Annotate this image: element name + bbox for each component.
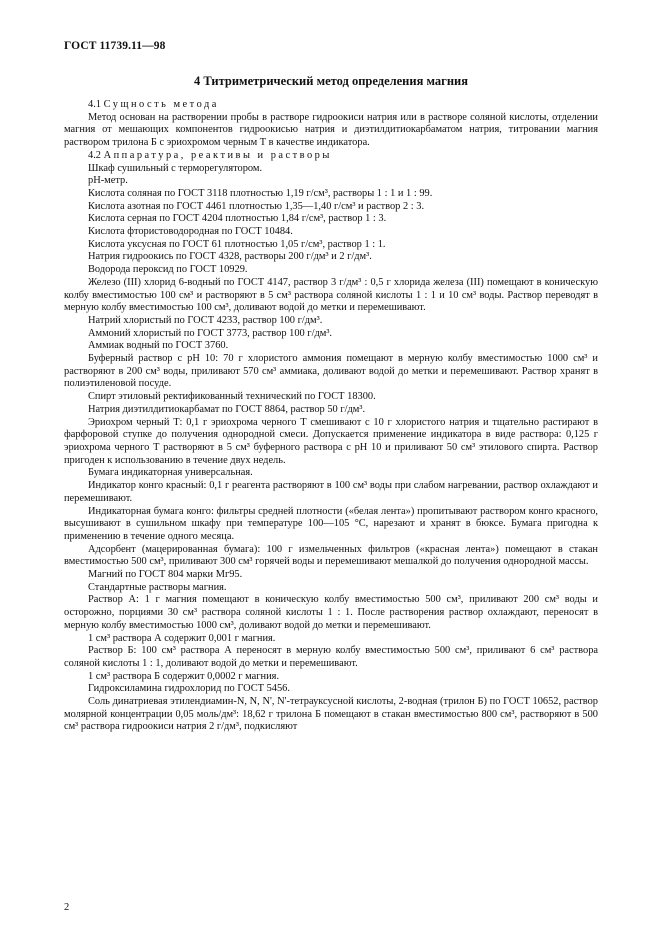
paragraph bbox=[64, 417, 598, 468]
paragraph bbox=[64, 671, 598, 684]
paragraph bbox=[64, 569, 598, 582]
paragraph-text: 1 см³ раствора Б содержит 0,0002 г магния. bbox=[88, 670, 280, 682]
clause-number: 4.1 bbox=[88, 99, 101, 110]
paragraph-text: Раствор Б: 100 см³ раствора А переносят в мерную колбу вместимостью 500 см³, приливают 6 см³ раствора соляной кислоты 1 : 1, доливают водой до метки и перемешивают. bbox=[64, 645, 598, 669]
section-title: 4 Титриметрический метод определения магния bbox=[194, 74, 468, 88]
clause-number: 4.2 bbox=[88, 149, 101, 161]
paragraph-text: Раствор А: 1 г магния помещают в коническую колбу вместимостью 500 см³, приливают 200 см³ воды и осторожно, порциями 30 см³ раствора соляной кислоты 1 : 1. После растворения раствор охлаждают, переносят в мерную колбу вместимостью 1000 см³, доливают водой до метки и перемешивают. bbox=[64, 594, 598, 631]
paragraph-text: Магний по ГОСТ 804 марки Мг95. bbox=[88, 569, 243, 581]
paragraph bbox=[64, 150, 598, 163]
paragraph bbox=[64, 633, 598, 646]
paragraph-text: Кислота фтористоводородная по ГОСТ 10484. bbox=[88, 226, 293, 238]
paragraph bbox=[64, 467, 598, 480]
paragraph-text: Эриохром черный Т: 0,1 г эриохрома черного Т смешивают с 10 г хлористого натрия и тщательно растирают в фарфоровой ступке до получения однородной смеси. Допускается применение индикатора в виде раствора: 0,125 г эриохрома черного Т растворяют в 5 см³ буферного раствора с pH 10 и приливают 50 см³ этилового спирта. Раствор пригоден к использованию в течение двух недель. bbox=[64, 416, 598, 466]
paragraph-text: Соль динатриевая этилендиамин-N, N, N', N'-тетрауксусной кислоты, 2-водная (трилон Б) по ГОСТ 10652, раствор молярной концентрации 0,05 моль/дм³: 18,62 г трилона Б помещают в стакан вместимостью 800 см³, растворяют в 500 см³ раствора гидроокиси натрия 2 г/дм³, подкисляют bbox=[64, 696, 598, 733]
paragraph-text: Кислота азотная по ГОСТ 4461 плотностью 1,35—1,40 г/см³ и раствор 2 : 3. bbox=[88, 200, 425, 212]
paragraph-text: Водорода пероксид по ГОСТ 10929. bbox=[88, 264, 248, 276]
paragraph-text: Аммиак водный по ГОСТ 3760. bbox=[88, 340, 229, 352]
paragraph bbox=[64, 683, 598, 696]
paragraph bbox=[64, 353, 598, 391]
paragraph-text: Индикатор конго красный: 0,1 г реагента растворяют в 100 см³ воды при слабом нагревании, раствор охлаждают и перемешивают. bbox=[64, 480, 598, 504]
paragraph bbox=[64, 277, 598, 315]
paragraph bbox=[64, 175, 598, 188]
paragraph bbox=[64, 226, 598, 239]
paragraph bbox=[64, 582, 598, 595]
paragraph bbox=[64, 480, 598, 505]
paragraph-text: Гидроксиламина гидрохлорид по ГОСТ 5456. bbox=[88, 683, 290, 695]
paragraph-text: Буферный раствор с pH 10: 70 г хлористого аммония помещают в мерную колбу вместимостью 1000 см³ и растворяют в 200 см³ воды, приливают 570 см³ аммиака, доливают водой до метки и перемешивают. Раствор хранят в полиэтиленовой посуде. bbox=[64, 353, 598, 390]
paragraph bbox=[64, 315, 598, 328]
paragraph bbox=[64, 213, 598, 226]
paragraph bbox=[64, 99, 598, 112]
paragraph-text: Бумага индикаторная универсальная. bbox=[88, 467, 253, 479]
paragraph-text: Аммоний хлористый по ГОСТ 3773, раствор 100 г/дм³. bbox=[88, 327, 333, 339]
paragraph bbox=[64, 201, 598, 214]
document-page bbox=[64, 40, 598, 734]
paragraph bbox=[64, 251, 598, 264]
paragraph-text: Натрия диэтилдитиокарбамат по ГОСТ 8864, раствор 50 г/дм³. bbox=[88, 403, 366, 415]
clause-title: Аппаратура, реактивы и растворы bbox=[103, 149, 332, 161]
document-header: ГОСТ 11739.11—98 bbox=[64, 40, 166, 52]
paragraph-text: Кислота соляная по ГОСТ 3118 плотностью 1,19 г/см³, растворы 1 : 1 и 1 : 99. bbox=[88, 187, 433, 199]
paragraph-text: Кислота серная по ГОСТ 4204 плотностью 1,84 г/см³, раствор 1 : 3. bbox=[88, 213, 387, 225]
paragraph-text: Натрий хлористый по ГОСТ 4233, раствор 100 г/дм³. bbox=[88, 314, 323, 326]
paragraph bbox=[64, 239, 598, 252]
paragraph bbox=[64, 264, 598, 277]
paragraph bbox=[64, 594, 598, 632]
paragraph-text: Метод основан на растворении пробы в растворе гидроокиси натрия или в растворе соляной кислоты, отделении магния от мешающих компонентов гидроокисью натрия и диэтилдитиокарбаматом натрия, титровании магния раствором трилона Б с эриохромом черным Т в качестве индикатора. bbox=[64, 111, 598, 149]
paragraph bbox=[64, 544, 598, 569]
paragraph bbox=[64, 404, 598, 417]
paragraph-text: Шкаф сушильный с терморегулятором. bbox=[88, 162, 263, 174]
paragraph-text: Стандартные растворы магния. bbox=[88, 581, 227, 593]
paragraph-text: Индикаторная бумага конго: фильтры средней плотности («белая лента») пропитывают раствором конго красного, высушивают в сушильном шкафу при температуре 100—105 °С, нарезают и хранят в бюксе. Бумага пригодна к применению в течение одного месяца. bbox=[64, 505, 598, 542]
paragraph bbox=[64, 696, 598, 734]
paragraph bbox=[64, 188, 598, 201]
paragraph-text: Кислота уксусная по ГОСТ 61 плотностью 1,05 г/см³, раствор 1 : 1. bbox=[88, 238, 386, 250]
paragraph-text: Адсорбент (мацерированная бумага): 100 г измельченных фильтров («красная лента») помещают в стакан вместимостью 500 см³, приливают 300 см³ горячей воды и перемешивают мешалкой до получения однородной массы. bbox=[64, 543, 598, 568]
document-body bbox=[64, 99, 598, 734]
clause-title: Сущность метода bbox=[103, 99, 219, 110]
paragraph bbox=[64, 163, 598, 176]
paragraph bbox=[64, 391, 598, 404]
paragraph bbox=[64, 506, 598, 544]
paragraph-text: Натрия гидроокись по ГОСТ 4328, растворы 200 г/дм³ и 2 г/дм³. bbox=[88, 251, 372, 263]
paragraph-text: 1 см³ раствора А содержит 0,001 г магния. bbox=[88, 632, 276, 644]
paragraph-text: Железо (III) хлорид 6-водный по ГОСТ 4147, раствор 3 г/дм³ : 0,5 г хлорида железа (III) помещают в коническую колбу вместимостью 100 см³ и растворяют в 5 см³ раствора соляной кислоты 1 : 1 и 10 см³ воды. Раствор переводят в мерную колбу вместимостью 100 см³, доливают водой до метки и перемешивают. bbox=[64, 276, 598, 314]
paragraph bbox=[64, 328, 598, 341]
paragraph bbox=[64, 340, 598, 353]
page-number: 2 bbox=[64, 902, 70, 913]
paragraph bbox=[64, 112, 598, 150]
paragraph-text: pH-метр. bbox=[88, 175, 128, 187]
paragraph-text: Спирт этиловый ректификованный технический по ГОСТ 18300. bbox=[88, 391, 376, 403]
paragraph bbox=[64, 645, 598, 670]
